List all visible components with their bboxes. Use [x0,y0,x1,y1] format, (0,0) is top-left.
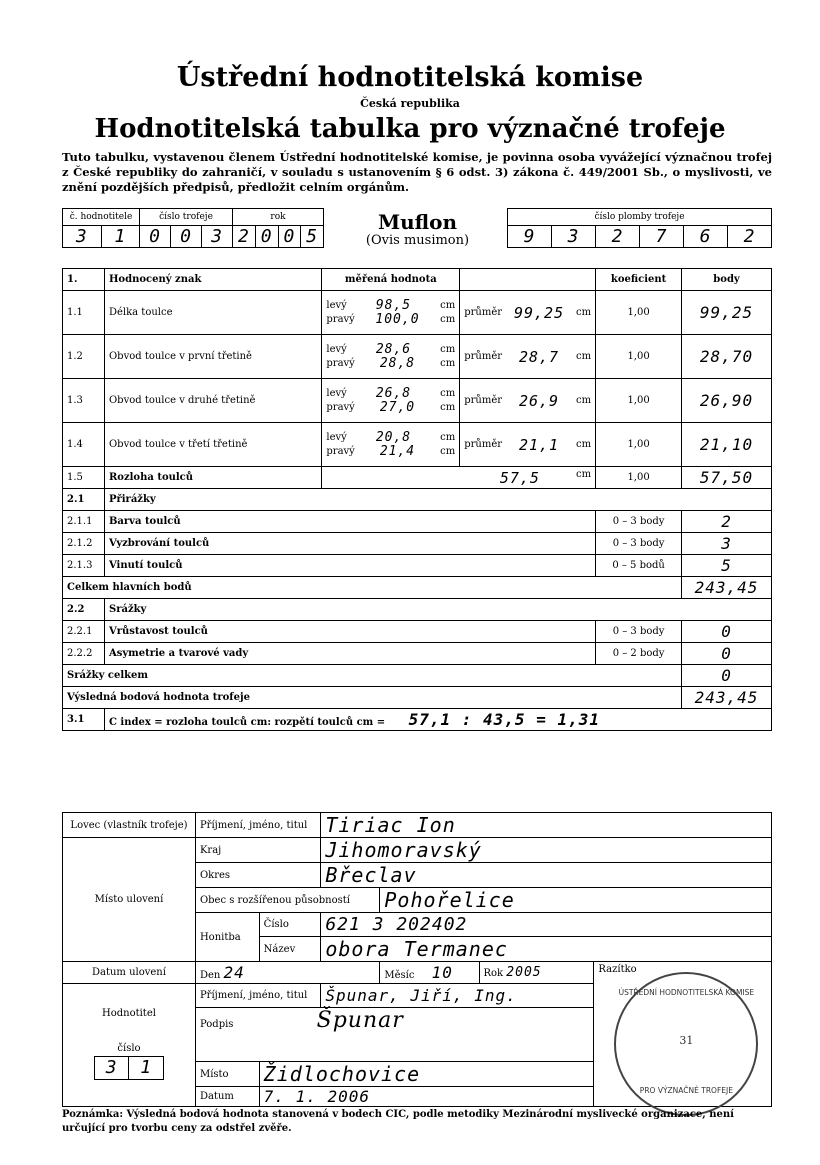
row-num: 1.2 [63,335,105,379]
unit: cm [440,313,456,325]
measured-cell [322,335,460,379]
signature-cell [195,1008,593,1062]
stamp-text: ÚSTŘEDNÍ HODNOTITELSKÁ KOMISE [618,988,755,997]
left-value: 98,5 [375,297,412,313]
left-value: 26,8 [375,385,412,401]
digit: 2 [727,226,771,248]
right-label: pravý [326,401,355,413]
avg-cell [460,379,596,423]
col-coef: koeficient [596,269,682,291]
row-num: 1.5 [63,467,105,489]
eval-date-label: Datum [195,1087,259,1107]
digit: 1 [101,226,140,248]
measured-cell [322,291,460,335]
row-name: Rozloha toulců [104,467,321,489]
avg-value: 26,9 [518,391,560,410]
spread-cell [460,467,596,489]
signature-label: Podpis [199,1019,234,1030]
row-num: 1.1 [63,291,105,335]
evaluator-label: Hodnotitel [101,1008,156,1019]
year-cell [479,962,594,984]
seal-box [507,208,772,248]
month-value: 10 [431,963,453,982]
row-name: Celkem hlavních bodů [63,577,682,599]
coef-value: 1,00 [596,291,682,335]
month-label: Měsíc [384,970,415,981]
unit: cm [440,357,456,369]
unit: cm [440,445,456,457]
intro-text: Tuto tabulku, vystavenou členem Ústřední hodnotitelské komise, je povinna osoba vyvážející význačnou trofej z České republiky do zahraničí, v souladu s ustanovením § 6 odst. 3) zákona č. 449/2001 Sb., o myslivosti, ve znění pozdějších předpisů, předložit celním orgánům. [62,150,772,194]
digit: 0 [170,226,201,248]
stamp-cell [594,962,772,1107]
col-measured: měřená hodnota [322,269,460,291]
avg-label: průměr [464,351,503,362]
trophy-number-label: číslo trofeje [140,209,232,226]
range-value: 0 – 5 bodů [596,555,682,577]
trophy-digits [140,226,232,248]
district-value: Břeclav [321,863,772,888]
avg-cell [460,423,596,467]
owner-label: Lovec (vlastník trofeje) [63,813,196,838]
district-label: Okres [195,863,320,888]
row-num: 2.2.2 [63,643,105,665]
left-label: levý [326,431,347,443]
town-label: Obec s rozšířenou působností [195,888,379,913]
year-label: rok [233,209,323,226]
row-num: 1.3 [63,379,105,423]
table-row [63,335,772,379]
digit: 3 [105,1057,118,1078]
day-cell [195,962,379,984]
row-name: Srážky [104,599,771,621]
unit: cm [440,343,456,355]
row-name: Vyzbrování toulců [104,533,595,555]
owner-name-value: Tiriac Ion [321,813,772,838]
ground-number-value: 621 3 202402 [321,913,772,937]
avg-label: průměr [464,395,503,406]
evaluation-table [62,268,772,731]
place-label: Místo ulovení [63,838,196,962]
unit: cm [576,351,592,362]
signature-image: Špunar [316,1008,404,1033]
avg-cell [460,291,596,335]
digit: 2 [237,226,250,247]
total-row [63,665,772,687]
col-name: Hodnocený znak [104,269,321,291]
row-num: 2.2 [63,599,105,621]
digit: 1 [128,1057,163,1079]
digit: 5 [300,226,323,248]
official-stamp [614,972,758,1116]
evaluator-cell [63,984,196,1107]
left-value: 28,6 [375,341,412,357]
city-label: Místo [195,1062,259,1087]
ground-number-label: Číslo [259,913,321,937]
town-value: Pohořelice [380,888,772,913]
row-name: Srážky celkem [63,665,682,687]
cic-row [63,709,772,731]
unit: cm [440,431,456,443]
day-label: Den [199,970,221,981]
row-name: Asymetrie a tvarové vady [104,643,595,665]
right-value: 27,0 [379,399,416,415]
ident-box [62,208,324,248]
city-value: Židlochovice [259,1062,594,1087]
digit: 0 [278,226,301,248]
points-value: 243,45 [682,687,772,709]
points-value: 0 [682,621,772,643]
points-value: 0 [682,643,772,665]
unit: cm [576,307,592,318]
avg-cell [460,335,596,379]
points-value: 3 [682,533,772,555]
points-value: 0 [682,665,772,687]
range-value: 0 – 2 body [596,643,682,665]
left-label: levý [326,299,347,311]
species-name: Muflon [377,210,458,234]
avg-value: 21,1 [518,435,560,454]
table-row [63,555,772,577]
year-digits [233,226,323,248]
year-value: 2005 [506,965,542,980]
table-row [63,621,772,643]
ground-name-value: obora Termanec [321,937,772,962]
ground-name-label: Název [259,937,321,962]
right-label: pravý [326,357,355,369]
col-num: 1. [63,269,105,291]
eval-date-value: 7. 1. 2006 [259,1087,594,1107]
table-row [63,423,772,467]
evaluator-label: č. hodnotitele [63,209,139,226]
region-label: Kraj [195,838,320,863]
points-value: 26,90 [682,379,772,423]
year-label: Rok [483,968,504,979]
species-latin: (Ovis musimon) [365,233,470,248]
seal-label: číslo plomby trofeje [508,209,771,226]
digit: 3 [551,226,595,248]
cic-cell [104,709,771,731]
table-row [63,511,772,533]
evaluator-digits-box [94,1056,164,1080]
table-row [63,291,772,335]
final-row [63,687,772,709]
points-value: 99,25 [682,291,772,335]
section-row [63,489,772,511]
row-name: Výsledná bodová hodnota trofeje [63,687,682,709]
row-name: Obvod toulce v první třetině [104,335,321,379]
range-value: 0 – 3 body [596,511,682,533]
unit: cm [576,468,592,480]
unit: cm [576,439,592,450]
spread-value: 57,5 [499,468,540,487]
stamp-number: 31 [679,1034,694,1047]
right-value: 100,0 [375,311,420,327]
month-cell [380,962,479,984]
evaluator-number-label: číslo [117,1043,141,1054]
coef-value: 1,00 [596,379,682,423]
digit: 2 [595,226,639,248]
row-num: 3.1 [63,709,105,731]
avg-value: 28,7 [518,347,560,366]
row-num: 2.1.1 [63,511,105,533]
evaluator-name-label: Příjmení, jméno, titul [195,984,320,1008]
right-value: 21,4 [379,443,416,459]
section-row [63,599,772,621]
footnote: Poznámka: Výsledná bodová hodnota stanovená v bodech CIC, podle metodiky Mezinárodní myslivecké organizace, není určující pro tvorbu ceny za odstřel zvěře. [62,1109,734,1134]
total-row [63,577,772,599]
points-value: 21,10 [682,423,772,467]
points-value: 243,45 [682,577,772,599]
row-name: Vrůstavost toulců [104,621,595,643]
points-value: 28,70 [682,335,772,379]
coef-value: 1,00 [596,335,682,379]
row-name: Přirážky [104,489,771,511]
country-label: Česká republika [360,97,460,110]
left-value: 20,8 [375,429,412,445]
evaluator-name-value: Špunar, Jiří, Ing. [321,984,594,1008]
row-num: 1.4 [63,423,105,467]
left-label: levý [326,343,347,355]
row-num: 2.1 [63,489,105,511]
stamp-label: Razítko [598,964,637,975]
hunt-date-label: Datum ulovení [63,962,196,984]
right-label: pravý [326,445,355,457]
digit: 3 [201,226,232,248]
unit: cm [576,395,592,406]
right-value: 28,8 [379,355,416,371]
row-num: 2.1.3 [63,555,105,577]
row-name: Obvod toulce v třetí třetině [104,423,321,467]
unit: cm [440,401,456,413]
row-num: 2.2.1 [63,621,105,643]
measured-cell [322,423,460,467]
table-header [63,269,772,291]
page-title: Ústřední hodnotitelská komise [176,62,644,93]
region-value: Jihomoravský [321,838,772,863]
row-name: Vinutí toulců [104,555,595,577]
left-label: levý [326,387,347,399]
digit: 3 [75,226,88,247]
range-value: 0 – 3 body [596,533,682,555]
cic-value: 57,1 : 43,5 = 1,31 [408,710,600,729]
evaluator-digits [63,226,139,248]
table-row [63,533,772,555]
table-row [63,379,772,423]
table-row [63,643,772,665]
coef-value: 1,00 [596,423,682,467]
measured-cell [322,379,460,423]
page-subtitle: Hodnotitelská tabulka pro význačné trofeje [94,114,726,144]
avg-value: 99,25 [513,303,565,322]
digit: 9 [523,226,536,247]
name-label: Příjmení, jméno, titul [195,813,320,838]
row-name: Barva toulců [104,511,595,533]
hunter-table [62,812,772,1107]
row-name: Obvod toulce v druhé třetině [104,379,321,423]
points-value: 57,50 [682,467,772,489]
unit: cm [440,299,456,311]
col-points: body [682,269,772,291]
row-name: Délka toulce [104,291,321,335]
stamp-text-2: PRO VÝZNAČNÉ TROFEJE [639,1086,733,1095]
digit: 0 [255,226,278,248]
points-value: 2 [682,511,772,533]
points-value: 5 [682,555,772,577]
digit: 6 [683,226,727,248]
avg-label: průměr [464,307,503,318]
table-row [63,467,772,489]
digit: 7 [639,226,683,248]
unit: cm [440,387,456,399]
right-label: pravý [326,313,355,325]
day-value: 24 [223,963,245,982]
cic-label: C index = rozloha toulců cm: rozpětí toulců cm = [108,717,386,728]
coef-value: 1,00 [596,467,682,489]
ground-label: Honitba [195,913,259,962]
digit: 0 [149,226,161,247]
seal-digits [508,226,771,248]
range-value: 0 – 3 body [596,621,682,643]
row-num: 2.1.2 [63,533,105,555]
avg-label: průměr [464,439,503,450]
